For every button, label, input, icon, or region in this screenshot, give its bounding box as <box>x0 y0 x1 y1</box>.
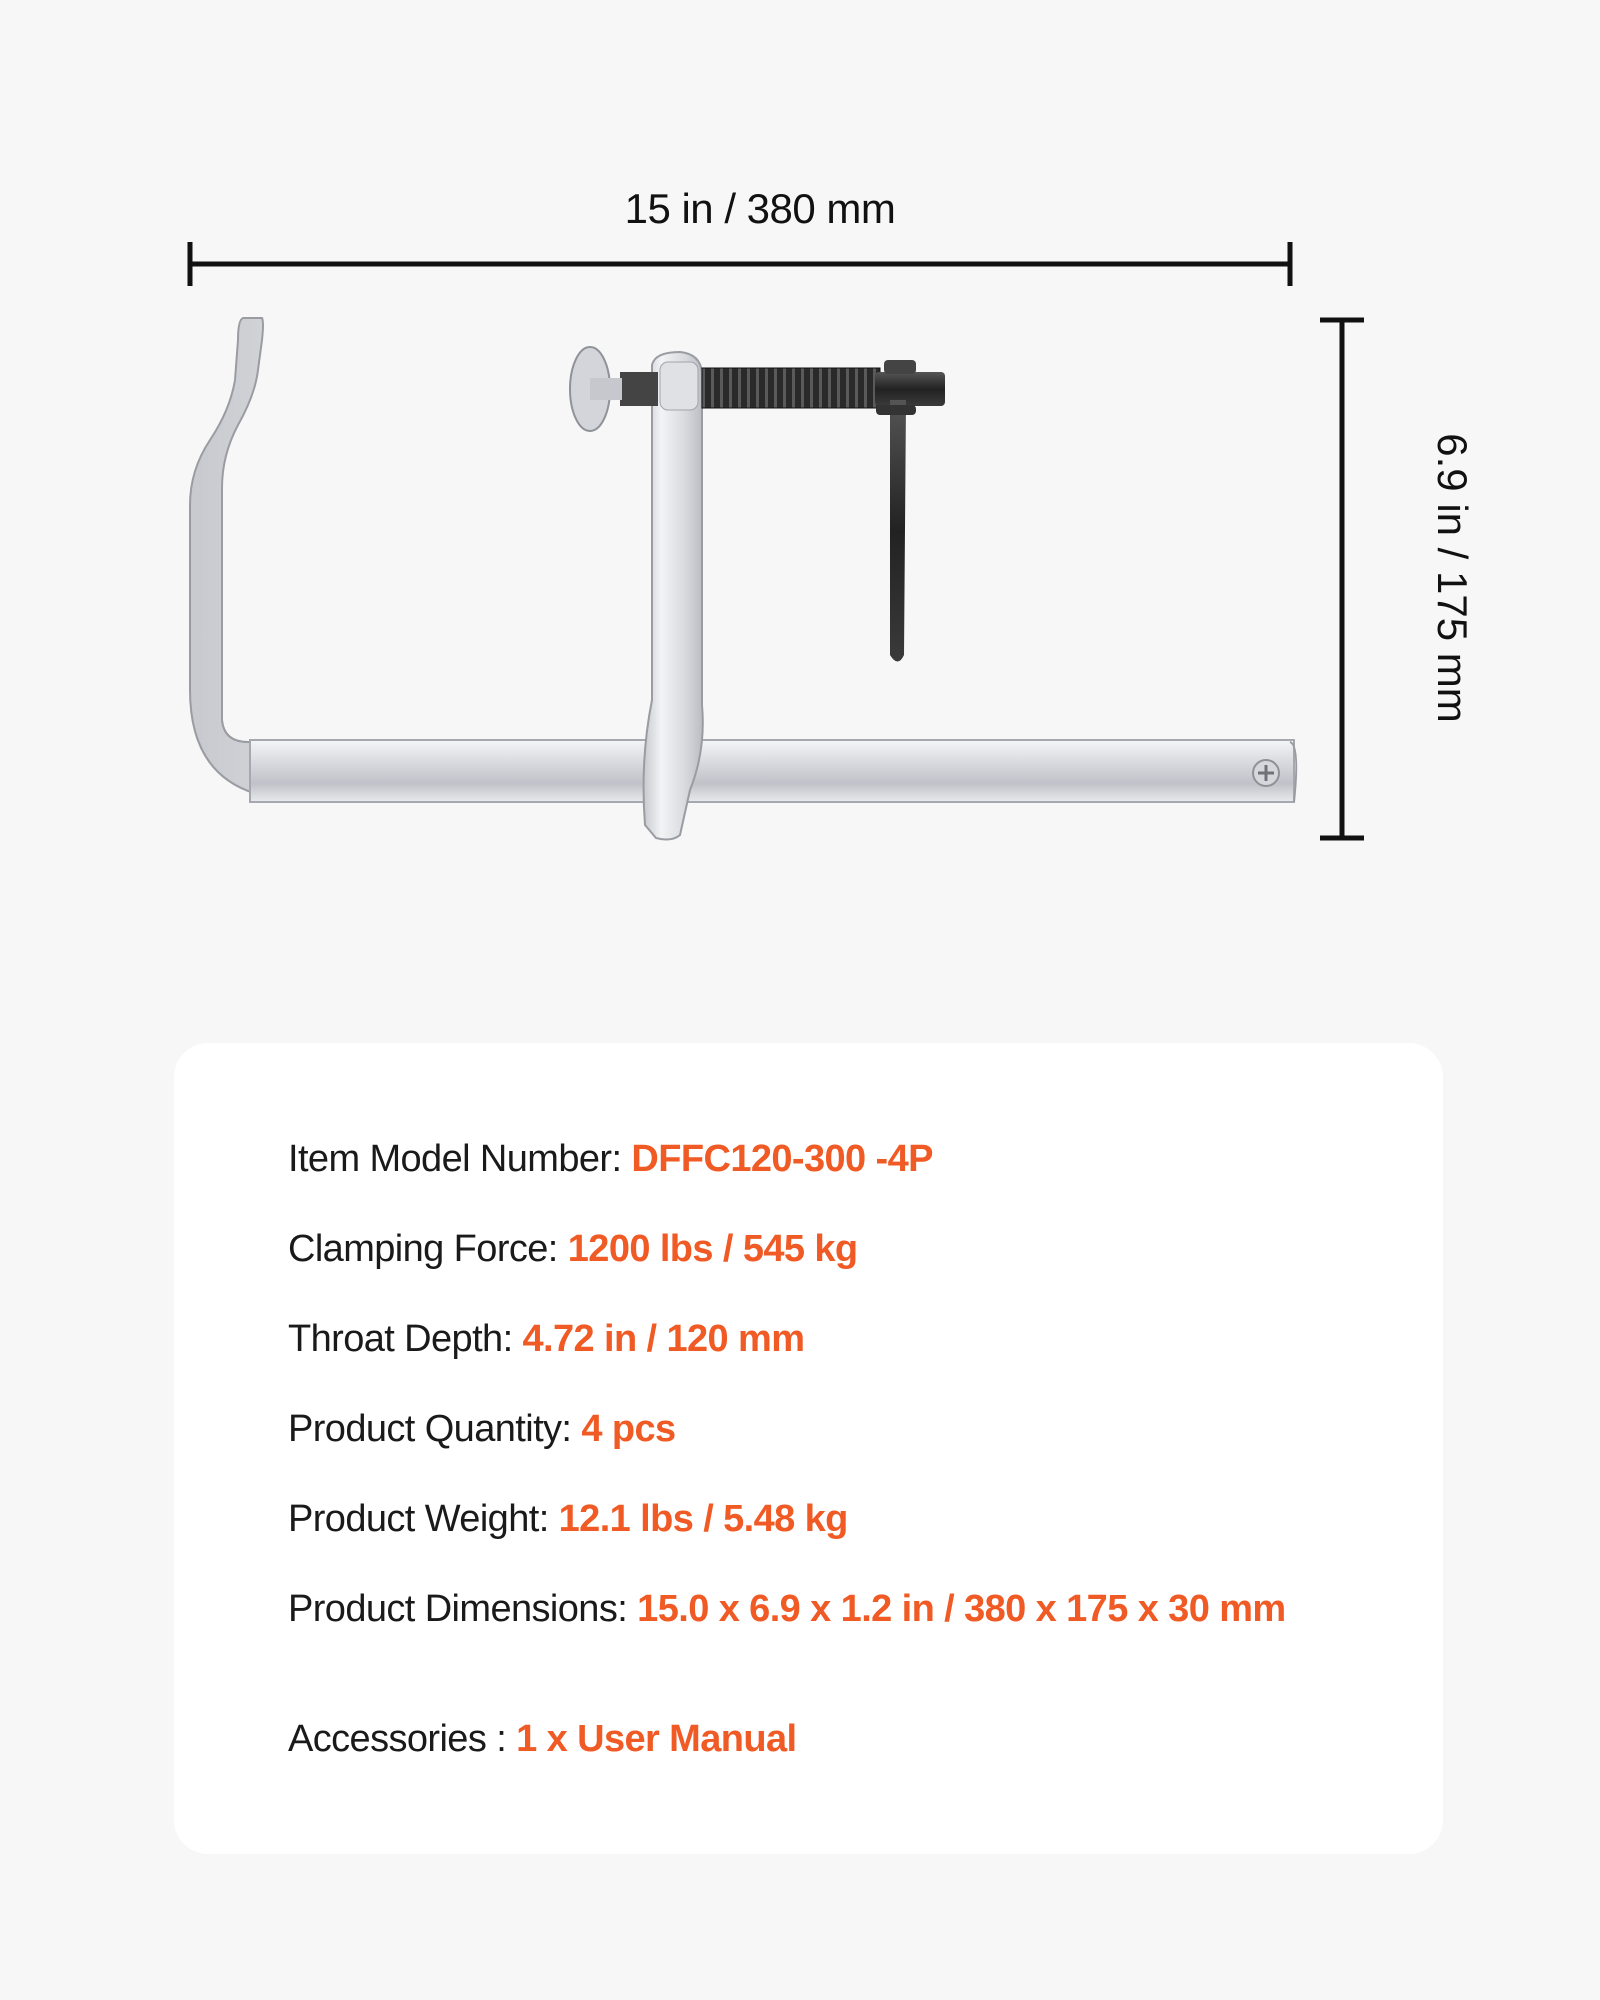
spec-value: DFFC120-300 -4P <box>631 1138 933 1180</box>
spec-value: 4 pcs <box>581 1408 676 1450</box>
product-illustration <box>0 0 1600 900</box>
width-dimension-line <box>190 242 1290 286</box>
spec-row-dimensions <box>288 1588 1286 1631</box>
spec-row-model <box>288 1138 933 1181</box>
spec-row-throat-depth <box>288 1318 804 1361</box>
spec-row-quantity <box>288 1408 676 1451</box>
spec-card <box>174 1043 1443 1854</box>
spec-label: Clamping Force: <box>288 1228 558 1270</box>
height-dimension-container <box>1422 378 1482 778</box>
width-dimension-label: 15 in / 380 mm <box>624 185 896 232</box>
spec-row-accessories <box>288 1718 796 1761</box>
spec-label: Product Quantity: <box>288 1408 572 1450</box>
spec-value: 4.72 in / 120 mm <box>522 1318 805 1360</box>
spec-value: 15.0 x 6.9 x 1.2 in / 380 x 175 x 30 mm <box>637 1588 1286 1630</box>
spec-label: Throat Depth: <box>288 1318 513 1360</box>
height-dimension-label: 6.9 in / 175 mm <box>1429 433 1476 723</box>
spec-label: Product Weight: <box>288 1498 549 1540</box>
height-dimension-line <box>1320 320 1364 838</box>
spec-label: Product Dimensions: <box>288 1588 628 1630</box>
sliding-jaw <box>644 352 703 839</box>
spec-row-clamping-force <box>288 1228 858 1271</box>
spec-value: 12.1 lbs / 5.48 kg <box>558 1498 848 1540</box>
spec-row-weight <box>288 1498 848 1541</box>
spec-value: 1200 lbs / 545 kg <box>567 1228 858 1270</box>
screw-assembly <box>570 347 945 662</box>
spec-label: Item Model Number: <box>288 1138 622 1180</box>
spec-label: Accessories : <box>288 1718 507 1760</box>
spec-value: 1 x User Manual <box>516 1718 797 1760</box>
